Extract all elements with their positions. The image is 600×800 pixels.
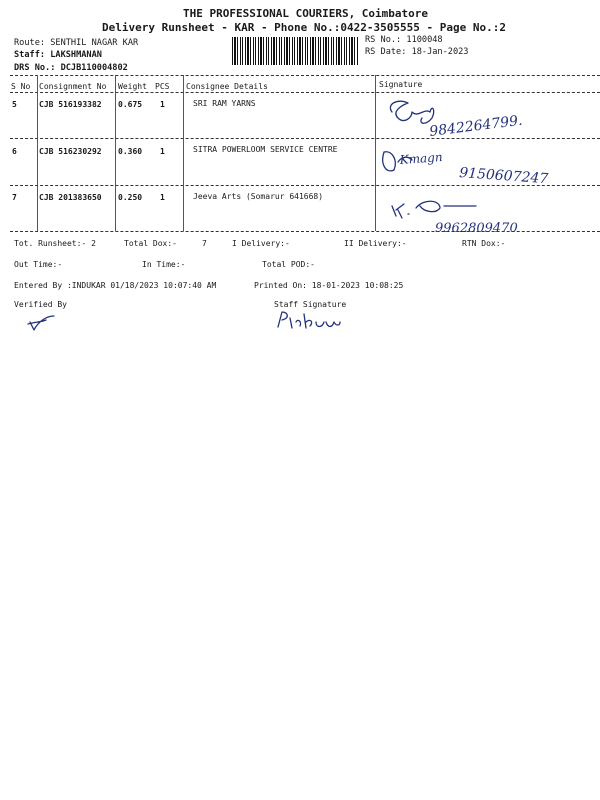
row-sno: 5 [12, 100, 17, 109]
rs-date: RS Date: 18-Jan-2023 [365, 47, 469, 57]
i-delivery: I Delivery:- [232, 239, 290, 248]
entered-by: Entered By :INDUKAR 01/18/2023 10:07:40 AM [14, 281, 217, 290]
row-weight: 0.360 [118, 147, 143, 156]
total-dox-value: 7 [202, 239, 207, 248]
company-name: THE PROFESSIONAL COURIERS, Coimbatore [183, 7, 429, 20]
ii-delivery: II Delivery:- [344, 239, 407, 248]
row-pcs: 1 [160, 193, 165, 202]
col-header-weight: Weight [118, 82, 147, 91]
in-time: In Time:- [142, 260, 186, 269]
row-consignment: CJB 516193382 [39, 100, 102, 109]
staff-signature-mark [278, 312, 340, 328]
row-consignee: SITRA POWERLOOM SERVICE CENTRE [193, 145, 338, 154]
rtn-dox: RTN Dox:- [462, 239, 506, 248]
printed-on: Printed On: 18-01-2023 10:08:25 [254, 281, 404, 290]
row-consignment: CJB 201383650 [39, 193, 102, 202]
total-dox-label: Total Dox:- [124, 239, 177, 248]
staff-label: Staff: LAKSHMANAN [14, 50, 102, 60]
out-time: Out Time:- [14, 260, 63, 269]
signature-phone: 9962809470 [435, 221, 518, 236]
row-consignee: Jeeva Arts (Somarur 641668) [193, 192, 324, 201]
verified-by-signature [28, 316, 54, 330]
route-label: Route: SENTHIL NAGAR KAR [14, 38, 139, 48]
row-sno: 7 [12, 193, 17, 202]
row-pcs: 1 [160, 100, 165, 109]
signature-phone: 9842264799. [428, 112, 524, 140]
signature-row-5 [390, 101, 523, 140]
row-sno: 6 [12, 147, 17, 156]
staff-signature-label: Staff Signature [274, 300, 347, 309]
svg-text:Kmagn: Kmagn [399, 150, 444, 167]
signature-phone: 9150607247 [458, 165, 549, 188]
signature-row-6 [383, 150, 549, 187]
rs-number: RS No.: 1100048 [365, 35, 443, 45]
total-pod: Total POD:- [262, 260, 315, 269]
row-weight: 0.250 [118, 193, 143, 202]
verified-by-label: Verified By [14, 300, 67, 309]
row-consignment: CJB 516230292 [39, 147, 102, 156]
signature-row-7 [392, 201, 518, 236]
col-header-signature: Signature [379, 80, 423, 89]
row-consignee: SRI RAM YARNS [193, 99, 256, 108]
row-pcs: 1 [160, 147, 165, 156]
col-header-consignee: Consignee Details [186, 82, 268, 91]
drs-number: DRS No.: DCJB110004802 [14, 63, 128, 73]
tot-runsheet: Tot. Runsheet:- 2 [14, 239, 96, 248]
col-header-pcs: PCS [155, 82, 170, 91]
col-header-consignment: Consignment No [39, 82, 107, 91]
runsheet-title: Delivery Runsheet - KAR - Phone No.:0422-3505555 - Page No.:2 [102, 21, 506, 34]
row-weight: 0.675 [118, 100, 143, 109]
col-header-sno: S No [11, 82, 31, 91]
